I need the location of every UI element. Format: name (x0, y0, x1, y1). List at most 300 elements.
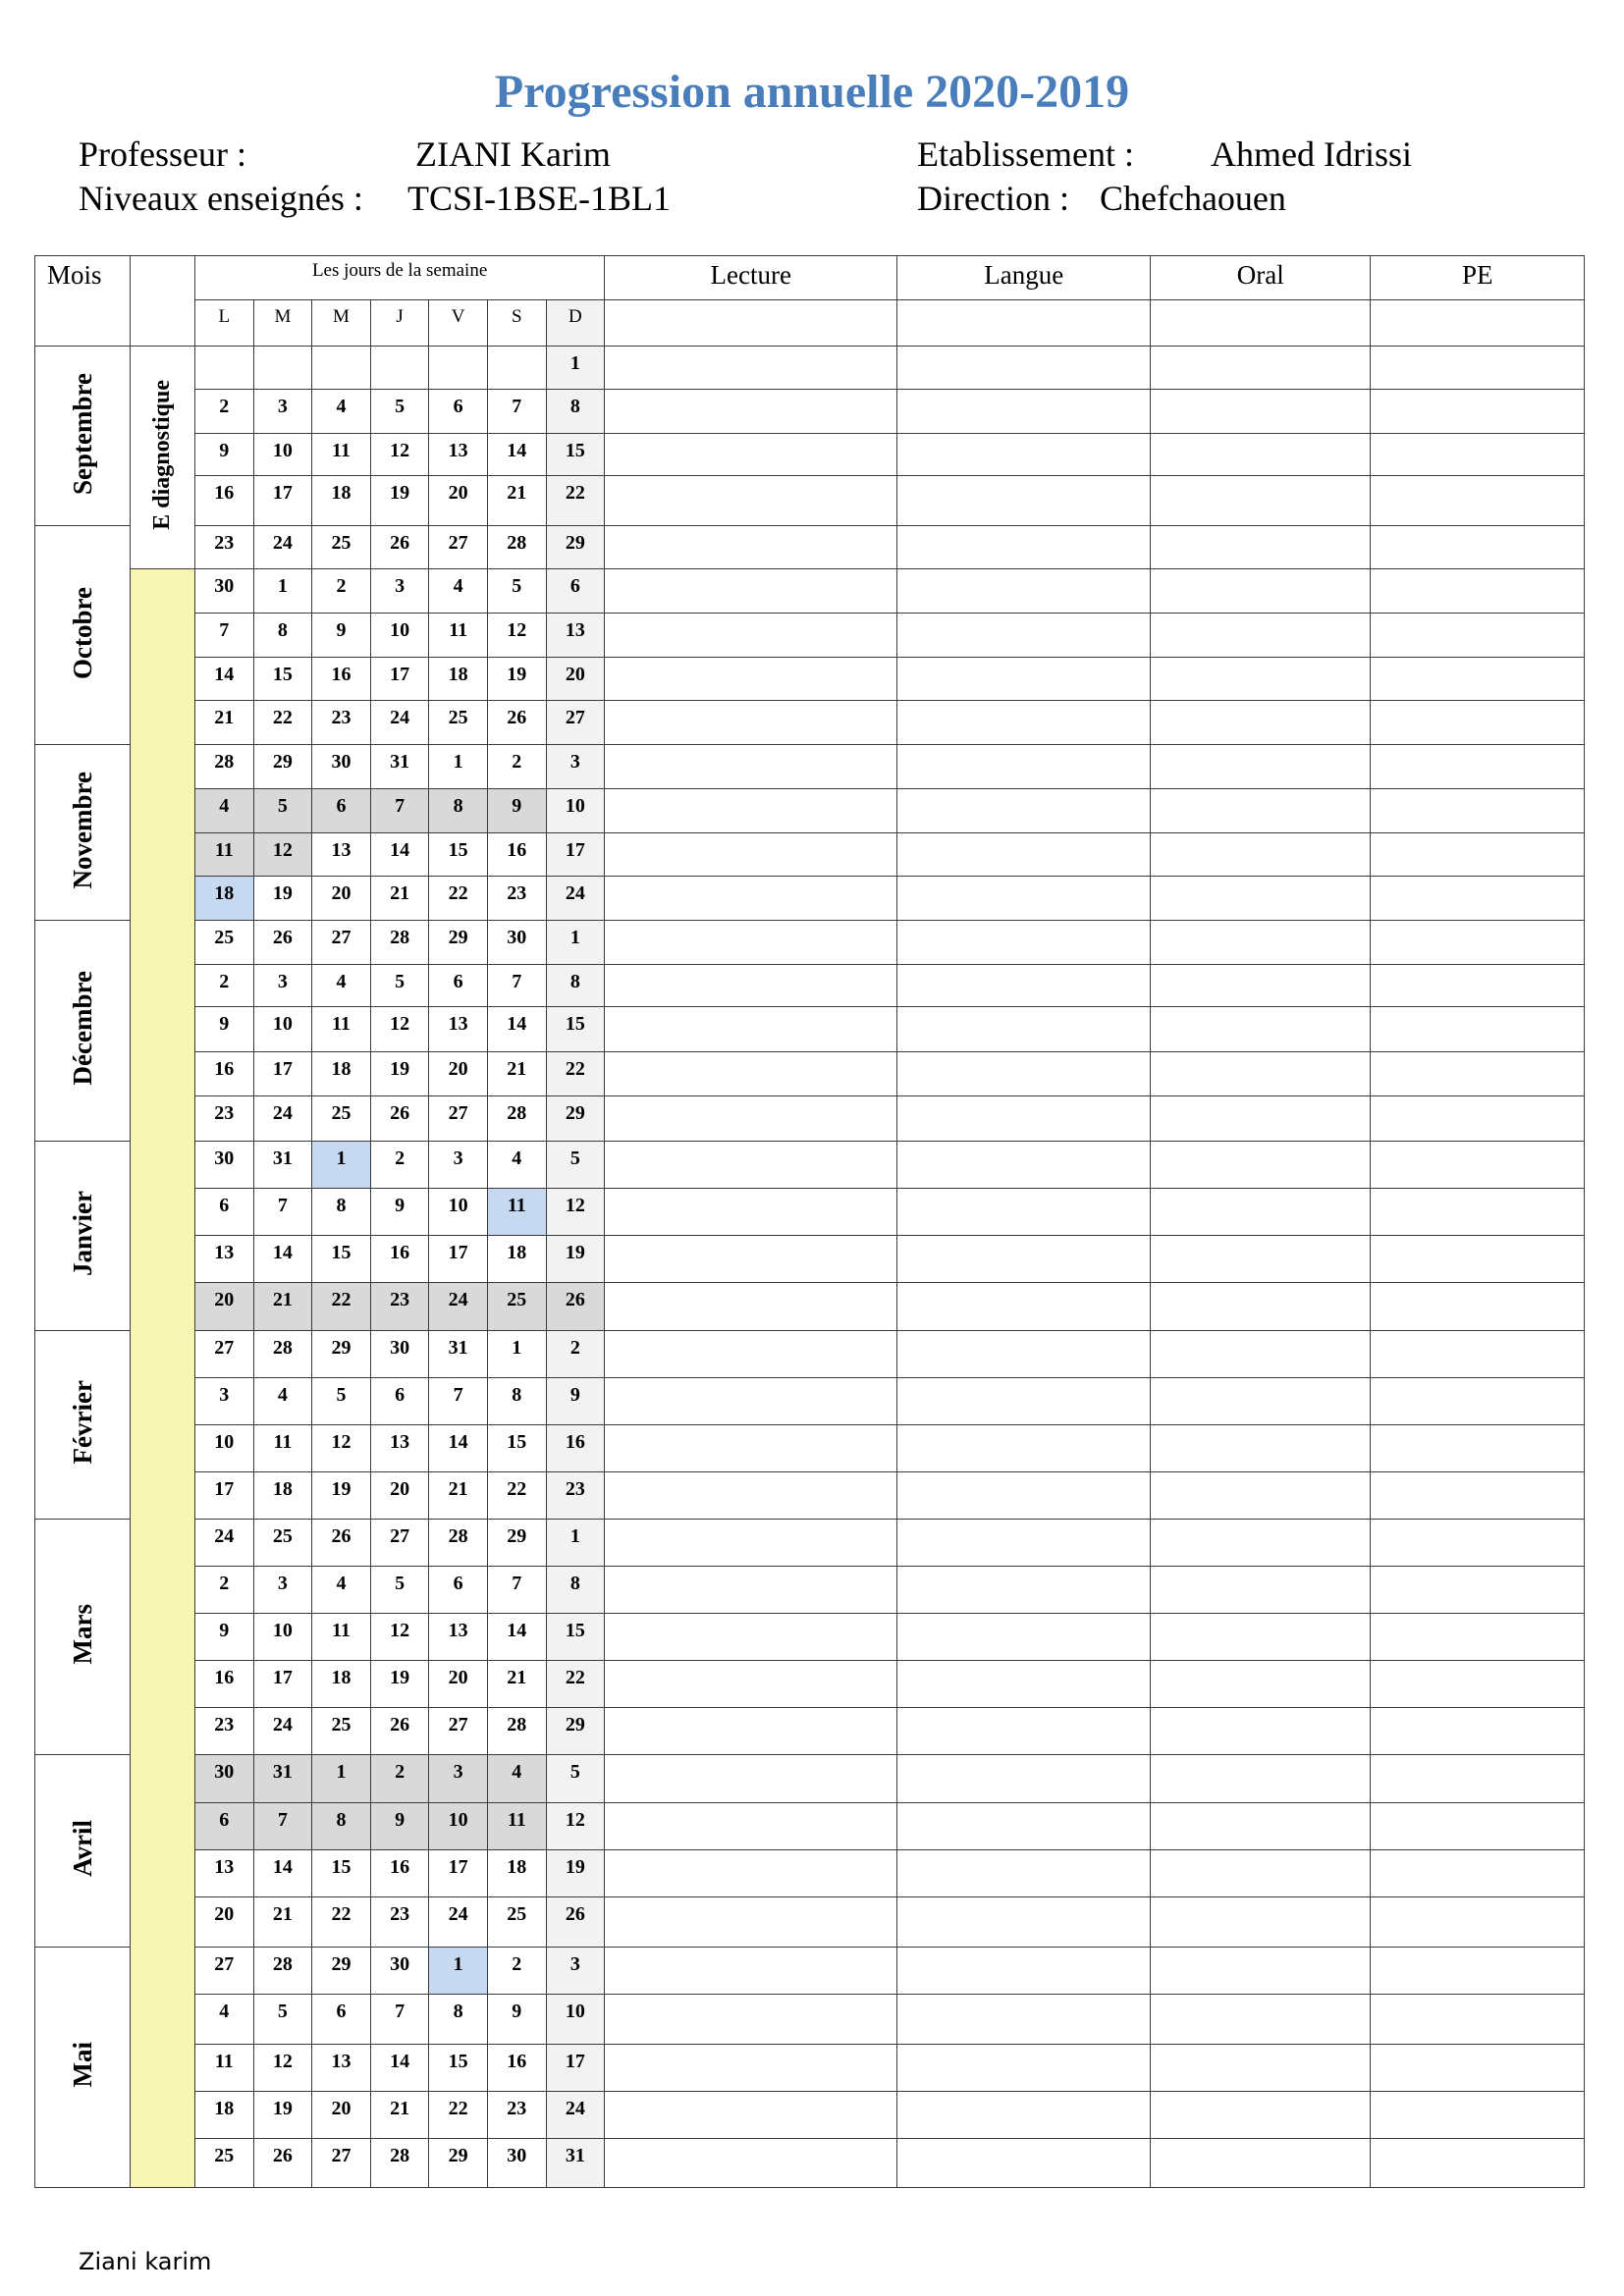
month-cell-1 (35, 526, 131, 744)
oral-cell[interactable] (1151, 788, 1371, 832)
day-cell: 30 (312, 744, 371, 788)
lecture-cell[interactable] (605, 1947, 897, 1994)
oral-cell[interactable] (1151, 1994, 1371, 2044)
day-cell: 13 (312, 2044, 371, 2091)
langue-cell[interactable] (897, 614, 1151, 658)
oral-cell[interactable] (1151, 476, 1371, 526)
lecture-cell[interactable] (605, 1994, 897, 2044)
pe-cell[interactable] (1371, 568, 1585, 613)
day-cell: 15 (546, 1007, 605, 1051)
footer-author: Ziani karim (79, 2248, 212, 2275)
day-cell (370, 347, 429, 390)
day-cell: 30 (370, 1947, 429, 1994)
pe-cell[interactable] (1371, 526, 1585, 569)
month-cell-7 (35, 1755, 131, 1947)
pe-cell[interactable] (1371, 1947, 1585, 1994)
day-cell: 1 (546, 347, 605, 390)
oral-cell[interactable] (1151, 1283, 1371, 1330)
lecture-cell[interactable] (605, 833, 897, 877)
day-cell: 25 (195, 920, 254, 964)
day-letter: S (487, 300, 546, 347)
week-row (35, 964, 1585, 1007)
day-cell: 23 (195, 1095, 254, 1142)
day-cell: 15 (312, 1849, 371, 1896)
oral-cell[interactable] (1151, 614, 1371, 658)
month-cell-6 (35, 1519, 131, 1754)
column-header-langue: Langue (897, 256, 1151, 300)
langue-cell[interactable] (897, 833, 1151, 877)
day-cell: 24 (195, 1519, 254, 1566)
langue-cell[interactable] (897, 964, 1151, 1007)
pe-cell[interactable] (1371, 920, 1585, 964)
day-cell: 2 (370, 1755, 429, 1802)
week-row (35, 1142, 1585, 1189)
day-cell: 9 (370, 1189, 429, 1236)
day-cell: 9 (195, 433, 254, 476)
day-cell: 20 (195, 1896, 254, 1947)
day-cell: 15 (253, 658, 312, 701)
lecture-cell[interactable] (605, 658, 897, 701)
pe-cell[interactable] (1371, 1007, 1585, 1051)
day-cell: 29 (546, 526, 605, 569)
day-cell: 6 (429, 389, 488, 433)
day-cell: 14 (429, 1424, 488, 1471)
lecture-cell[interactable] (605, 2044, 897, 2091)
langue-cell[interactable] (897, 433, 1151, 476)
lecture-cell[interactable] (605, 1236, 897, 1283)
oral-cell[interactable] (1151, 1567, 1371, 1614)
day-cell: 30 (487, 920, 546, 964)
day-cell: 30 (195, 1142, 254, 1189)
day-cell: 24 (370, 700, 429, 744)
day-cell: 16 (370, 1849, 429, 1896)
day-letter: V (429, 300, 488, 347)
day-cell: 22 (546, 1051, 605, 1095)
day-cell: 1 (429, 744, 488, 788)
week-row (35, 433, 1585, 476)
oral-cell[interactable] (1151, 389, 1371, 433)
oral-cell[interactable] (1151, 2044, 1371, 2091)
day-cell: 9 (487, 1994, 546, 2044)
lecture-cell[interactable] (605, 1007, 897, 1051)
oral-cell[interactable] (1151, 1007, 1371, 1051)
oral-cell[interactable] (1151, 526, 1371, 569)
lecture-cell[interactable] (605, 1424, 897, 1471)
day-cell: 13 (312, 833, 371, 877)
oral-cell[interactable] (1151, 1051, 1371, 1095)
month-cell-2 (35, 744, 131, 920)
day-cell: 17 (195, 1471, 254, 1519)
day-cell: 2 (370, 1142, 429, 1189)
langue-cell[interactable] (897, 788, 1151, 832)
pe-cell[interactable] (1371, 1755, 1585, 1802)
week-row (35, 2139, 1585, 2188)
day-cell: 4 (487, 1755, 546, 1802)
oral-cell[interactable] (1151, 1142, 1371, 1189)
day-cell: 9 (195, 1614, 254, 1661)
pe-cell[interactable] (1371, 389, 1585, 433)
day-cell: 13 (429, 433, 488, 476)
oral-cell[interactable] (1151, 433, 1371, 476)
pe-cell[interactable] (1371, 964, 1585, 1007)
oral-cell[interactable] (1151, 1236, 1371, 1283)
langue-cell[interactable] (897, 1189, 1151, 1236)
pe-cell[interactable] (1371, 1567, 1585, 1614)
day-cell: 22 (253, 700, 312, 744)
day-cell: 20 (312, 2092, 371, 2139)
langue-cell[interactable] (897, 476, 1151, 526)
month-cell-5 (35, 1330, 131, 1519)
day-cell: 10 (429, 1189, 488, 1236)
langue-cell[interactable] (897, 1330, 1151, 1377)
lecture-cell[interactable] (605, 1614, 897, 1661)
day-cell: 16 (312, 658, 371, 701)
week-row (35, 1424, 1585, 1471)
day-cell: 19 (487, 658, 546, 701)
pe-cell[interactable] (1371, 1377, 1585, 1424)
oral-cell[interactable] (1151, 744, 1371, 788)
lecture-cell[interactable] (605, 876, 897, 920)
lecture-cell[interactable] (605, 2139, 897, 2188)
pe-cell[interactable] (1371, 1283, 1585, 1330)
day-cell: 10 (195, 1424, 254, 1471)
day-cell: 5 (370, 1567, 429, 1614)
pe-cell[interactable] (1371, 1896, 1585, 1947)
oral-cell[interactable] (1151, 700, 1371, 744)
oral-cell[interactable] (1151, 1095, 1371, 1142)
oral-cell[interactable] (1151, 1377, 1371, 1424)
lecture-cell[interactable] (605, 347, 897, 390)
langue-cell[interactable] (897, 347, 1151, 390)
day-cell: 3 (546, 744, 605, 788)
day-cell: 9 (312, 614, 371, 658)
pe-cell[interactable] (1371, 1424, 1585, 1471)
day-cell: 20 (312, 876, 371, 920)
day-cell: 29 (312, 1330, 371, 1377)
week-row (35, 1471, 1585, 1519)
pe-cell[interactable] (1371, 1849, 1585, 1896)
pe-cell[interactable] (1371, 1471, 1585, 1519)
day-cell: 20 (370, 1471, 429, 1519)
langue-cell[interactable] (897, 1849, 1151, 1896)
oral-cell[interactable] (1151, 833, 1371, 877)
pe-cell[interactable] (1371, 1802, 1585, 1849)
day-cell: 29 (429, 920, 488, 964)
langue-cell[interactable] (897, 2044, 1151, 2091)
day-cell: 9 (195, 1007, 254, 1051)
langue-cell[interactable] (897, 1802, 1151, 1849)
day-cell: 29 (546, 1708, 605, 1755)
day-cell: 31 (546, 2139, 605, 2188)
day-cell: 4 (487, 1142, 546, 1189)
week-row (35, 476, 1585, 526)
day-cell: 21 (370, 876, 429, 920)
pe-cell[interactable] (1371, 1994, 1585, 2044)
day-cell: 7 (487, 964, 546, 1007)
week-row (35, 700, 1585, 744)
langue-cell[interactable] (897, 744, 1151, 788)
day-cell: 26 (253, 2139, 312, 2188)
day-cell: 7 (253, 1802, 312, 1849)
day-cell: 5 (370, 964, 429, 1007)
day-cell: 18 (429, 658, 488, 701)
day-letters-row (35, 300, 1585, 347)
langue-cell[interactable] (897, 1994, 1151, 2044)
week-row (35, 1994, 1585, 2044)
pe-cell[interactable] (1371, 476, 1585, 526)
week-row (35, 2092, 1585, 2139)
langue-cell[interactable] (897, 1283, 1151, 1330)
langue-cell[interactable] (897, 1424, 1151, 1471)
day-cell: 30 (195, 568, 254, 613)
lecture-cell[interactable] (605, 1896, 897, 1947)
lecture-cell[interactable] (605, 1051, 897, 1095)
day-cell: 17 (429, 1236, 488, 1283)
day-cell: 11 (312, 433, 371, 476)
lecture-cell[interactable] (605, 1471, 897, 1519)
day-cell: 29 (487, 1519, 546, 1566)
day-cell: 7 (487, 1567, 546, 1614)
day-cell: 2 (195, 1567, 254, 1614)
oral-cell[interactable] (1151, 1519, 1371, 1566)
page-title: Progression annuelle 2020-2019 (494, 66, 1130, 118)
oral-cell[interactable] (1151, 1849, 1371, 1896)
header-row (35, 256, 1585, 300)
lecture-cell[interactable] (605, 2092, 897, 2139)
lecture-cell[interactable] (605, 1567, 897, 1614)
langue-cell[interactable] (897, 876, 1151, 920)
day-cell: 25 (429, 700, 488, 744)
day-cell: 19 (546, 1236, 605, 1283)
day-cell: 29 (546, 1095, 605, 1142)
day-cell: 16 (195, 1661, 254, 1708)
oral-cell[interactable] (1151, 2139, 1371, 2188)
langue-cell[interactable] (897, 1708, 1151, 1755)
langue-cell[interactable] (897, 1007, 1151, 1051)
day-cell: 17 (253, 1051, 312, 1095)
day-cell: 15 (429, 2044, 488, 2091)
day-cell: 14 (253, 1236, 312, 1283)
lecture-cell[interactable] (605, 1708, 897, 1755)
pe-cell[interactable] (1371, 1189, 1585, 1236)
pe-cell[interactable] (1371, 2092, 1585, 2139)
oral-cell[interactable] (1151, 1755, 1371, 1802)
pe-cell[interactable] (1371, 347, 1585, 390)
week-row (35, 2044, 1585, 2091)
pe-cell[interactable] (1371, 1708, 1585, 1755)
month-name: Avril (67, 1820, 97, 1878)
lecture-cell[interactable] (605, 1189, 897, 1236)
day-cell: 22 (312, 1283, 371, 1330)
day-cell: 26 (370, 526, 429, 569)
lecture-cell[interactable] (605, 1095, 897, 1142)
oral-cell[interactable] (1151, 568, 1371, 613)
day-cell: 17 (253, 1661, 312, 1708)
langue-cell[interactable] (897, 1567, 1151, 1614)
oral-cell[interactable] (1151, 1661, 1371, 1708)
day-cell: 18 (253, 1471, 312, 1519)
lecture-cell[interactable] (605, 1142, 897, 1189)
lecture-cell[interactable] (605, 920, 897, 964)
day-cell: 4 (195, 1994, 254, 2044)
lecture-cell[interactable] (605, 526, 897, 569)
pe-cell[interactable] (1371, 1236, 1585, 1283)
langue-cell[interactable] (897, 1947, 1151, 1994)
pe-cell[interactable] (1371, 614, 1585, 658)
oral-cell[interactable] (1151, 1471, 1371, 1519)
lecture-cell[interactable] (605, 476, 897, 526)
day-cell: 4 (195, 788, 254, 832)
lecture-cell[interactable] (605, 433, 897, 476)
langue-cell[interactable] (897, 389, 1151, 433)
langue-cell[interactable] (897, 920, 1151, 964)
oral-cell[interactable] (1151, 658, 1371, 701)
day-cell: 8 (253, 614, 312, 658)
oral-cell[interactable] (1151, 1614, 1371, 1661)
pe-cell[interactable] (1371, 1330, 1585, 1377)
pe-cell[interactable] (1371, 2044, 1585, 2091)
day-cell: 30 (195, 1755, 254, 1802)
pe-cell[interactable] (1371, 1661, 1585, 1708)
lecture-cell[interactable] (605, 1283, 897, 1330)
pe-cell[interactable] (1371, 1519, 1585, 1566)
day-cell (253, 347, 312, 390)
day-cell: 2 (195, 964, 254, 1007)
day-cell: 1 (312, 1142, 371, 1189)
day-cell: 19 (370, 476, 429, 526)
oral-cell[interactable] (1151, 1330, 1371, 1377)
day-cell: 7 (370, 788, 429, 832)
day-cell: 7 (487, 389, 546, 433)
lecture-cell[interactable] (605, 1377, 897, 1424)
oral-cell[interactable] (1151, 1802, 1371, 1849)
day-cell: 3 (370, 568, 429, 613)
month-name: Mars (67, 1604, 97, 1665)
week-row (35, 526, 1585, 569)
pe-cell[interactable] (1371, 744, 1585, 788)
lecture-cell[interactable] (605, 964, 897, 1007)
langue-cell[interactable] (897, 1614, 1151, 1661)
day-cell: 4 (429, 568, 488, 613)
day-cell: 10 (370, 614, 429, 658)
week-row (35, 568, 1585, 613)
langue-cell[interactable] (897, 1755, 1151, 1802)
langue-cell[interactable] (897, 1471, 1151, 1519)
lecture-cell[interactable] (605, 1661, 897, 1708)
lecture-cell[interactable] (605, 1330, 897, 1377)
lecture-cell[interactable] (605, 1802, 897, 1849)
oral-cell[interactable] (1151, 2092, 1371, 2139)
lecture-cell[interactable] (605, 744, 897, 788)
pe-cell[interactable] (1371, 1614, 1585, 1661)
oral-cell[interactable] (1151, 1947, 1371, 1994)
pe-cell[interactable] (1371, 700, 1585, 744)
day-cell: 3 (253, 389, 312, 433)
day-cell (487, 347, 546, 390)
pe-cell[interactable] (1371, 1095, 1585, 1142)
pe-cell[interactable] (1371, 2139, 1585, 2188)
oral-cell[interactable] (1151, 1424, 1371, 1471)
langue-cell[interactable] (897, 2092, 1151, 2139)
day-cell: 6 (429, 1567, 488, 1614)
langue-cell[interactable] (897, 658, 1151, 701)
langue-cell[interactable] (897, 1236, 1151, 1283)
mois-header: Mois (35, 256, 131, 347)
lecture-cell[interactable] (605, 614, 897, 658)
langue-cell[interactable] (897, 2139, 1151, 2188)
lecture-cell[interactable] (605, 1755, 897, 1802)
lecture-cell[interactable] (605, 1849, 897, 1896)
pe-cell[interactable] (1371, 833, 1585, 877)
langue-cell[interactable] (897, 1051, 1151, 1095)
day-cell: 3 (253, 1567, 312, 1614)
langue-cell[interactable] (897, 700, 1151, 744)
day-cell: 22 (429, 2092, 488, 2139)
lecture-cell[interactable] (605, 568, 897, 613)
langue-cell[interactable] (897, 1896, 1151, 1947)
day-cell: 26 (487, 700, 546, 744)
langue-cell[interactable] (897, 1095, 1151, 1142)
pe-cell[interactable] (1371, 1051, 1585, 1095)
pe-cell[interactable] (1371, 658, 1585, 701)
pe-cell[interactable] (1371, 876, 1585, 920)
day-cell: 29 (253, 744, 312, 788)
pe-cell[interactable] (1371, 433, 1585, 476)
pe-cell[interactable] (1371, 1142, 1585, 1189)
week-row (35, 1095, 1585, 1142)
day-cell: 13 (370, 1424, 429, 1471)
day-cell: 17 (253, 476, 312, 526)
oral-cell[interactable] (1151, 876, 1371, 920)
day-cell: 5 (312, 1377, 371, 1424)
day-cell: 10 (253, 1007, 312, 1051)
lecture-cell[interactable] (605, 788, 897, 832)
day-cell: 21 (253, 1896, 312, 1947)
week-row (35, 1947, 1585, 1994)
day-cell: 27 (370, 1519, 429, 1566)
day-cell: 17 (370, 658, 429, 701)
langue-cell[interactable] (897, 1142, 1151, 1189)
oral-cell[interactable] (1151, 964, 1371, 1007)
langue-cell[interactable] (897, 568, 1151, 613)
lecture-cell[interactable] (605, 389, 897, 433)
pe-cell[interactable] (1371, 788, 1585, 832)
day-cell: 16 (195, 1051, 254, 1095)
day-cell: 4 (312, 389, 371, 433)
day-cell: 14 (487, 433, 546, 476)
oral-cell[interactable] (1151, 1896, 1371, 1947)
day-cell: 28 (370, 920, 429, 964)
oral-cell[interactable] (1151, 1708, 1371, 1755)
oral-cell[interactable] (1151, 1189, 1371, 1236)
day-cell: 14 (370, 833, 429, 877)
oral-cell[interactable] (1151, 347, 1371, 390)
langue-cell[interactable] (897, 1377, 1151, 1424)
oral-cell[interactable] (1151, 920, 1371, 964)
day-cell: 3 (253, 964, 312, 1007)
day-cell: 12 (253, 2044, 312, 2091)
langue-cell[interactable] (897, 1661, 1151, 1708)
lecture-cell[interactable] (605, 700, 897, 744)
day-cell: 14 (487, 1614, 546, 1661)
lecture-cell[interactable] (605, 1519, 897, 1566)
day-cell: 23 (312, 700, 371, 744)
day-cell: 9 (546, 1377, 605, 1424)
day-cell: 31 (429, 1330, 488, 1377)
week-row (35, 1849, 1585, 1896)
langue-cell[interactable] (897, 1519, 1151, 1566)
langue-cell[interactable] (897, 526, 1151, 569)
